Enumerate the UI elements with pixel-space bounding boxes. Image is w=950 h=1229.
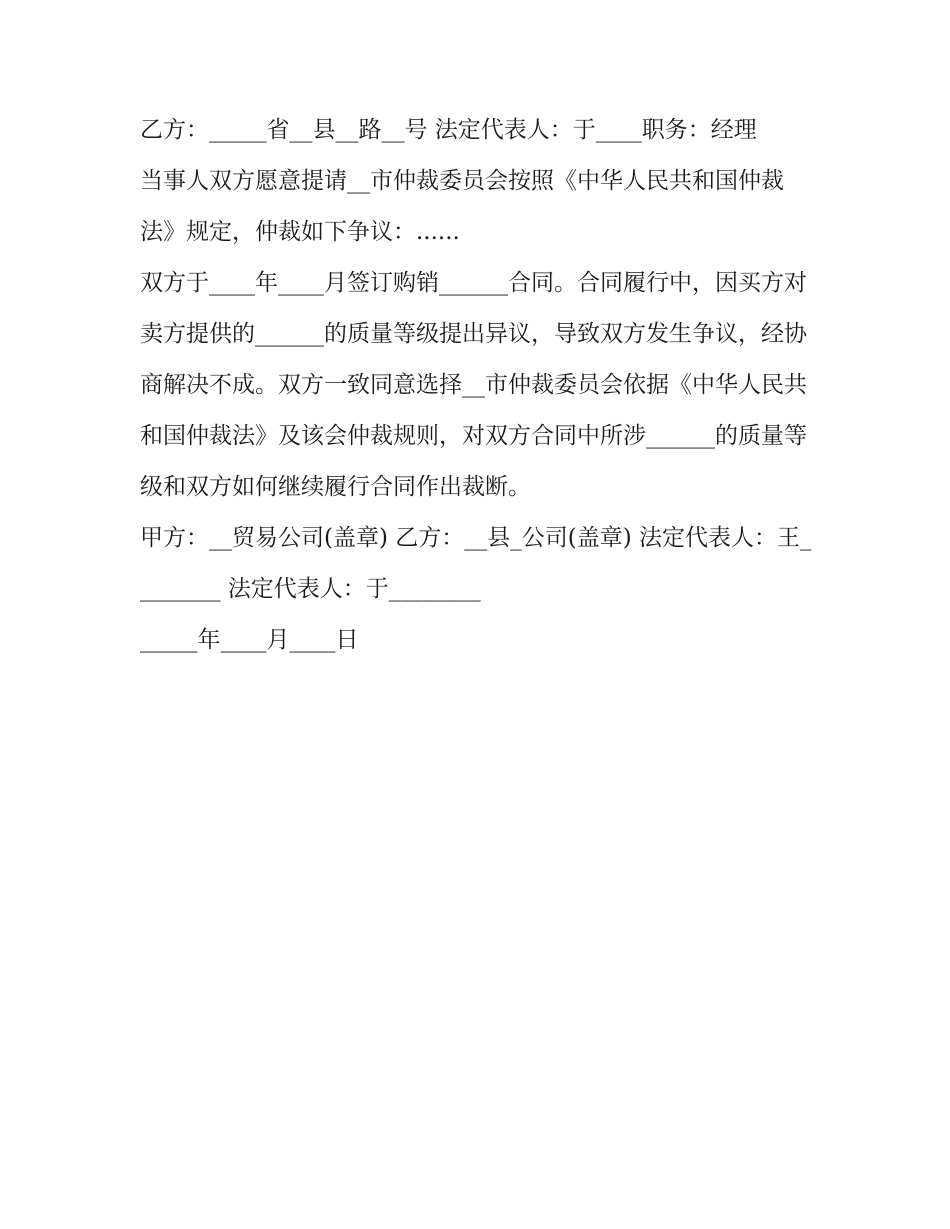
- document-body: [140, 105, 815, 666]
- party-b-info: 乙方：_____省__县__路__号 法定代表人：于____职务：经理: [140, 117, 757, 143]
- arbitration-request: 当事人双方愿意提请__市仲裁委员会按照《中华人民共和国仲裁法》规定，仲裁如下争议：......: [140, 168, 784, 245]
- dispute-description: 双方于____年____月签订购销______合同。合同履行中，因买方对卖方提供的______的质量等级提出异议，导致双方发生争议，经协商解决不成。双方一致同意选择__市仲裁委员会依据《中华人民共和国仲裁法》及该会仲裁规则，对双方合同中所涉______的质量等级和双方如何继续履行合同作出裁断。: [140, 270, 807, 500]
- signature-block: 甲方：__贸易公司(盖章) 乙方：__县_公司(盖章) 法定代表人：王________ 法定代表人：于________: [140, 525, 812, 602]
- date-line: _____年____月____日: [140, 627, 359, 653]
